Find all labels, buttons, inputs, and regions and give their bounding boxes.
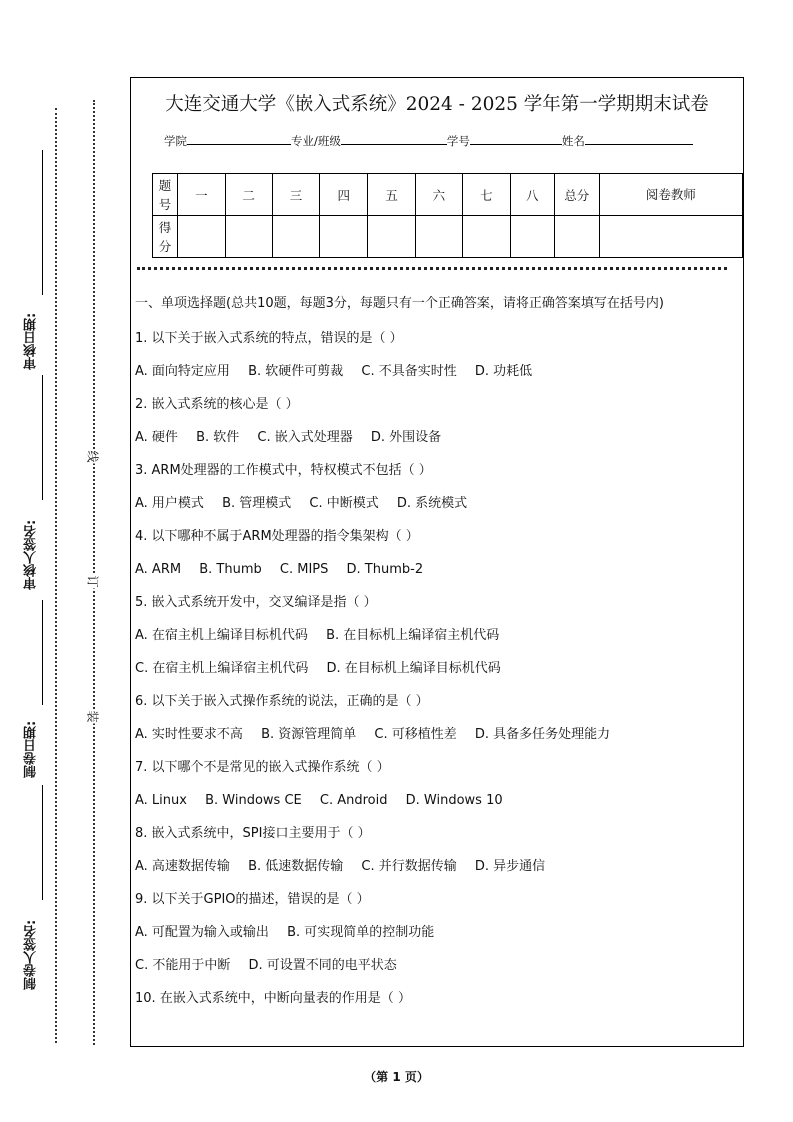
question-2: 2. 嵌入式系统的核心是（ ）: [135, 397, 299, 412]
question-7: 7. 以下哪个不是常见的嵌入式操作系统（ ）: [135, 760, 390, 775]
option: A. 面向特定应用: [135, 364, 230, 379]
options-row: [135, 421, 741, 454]
compiler-signature-label: 制卷人签名:: [24, 919, 39, 990]
question-3: 3. ARM处理器的工作模式中，特权模式不包括（ ）: [135, 463, 432, 478]
student-id-field[interactable]: [470, 132, 562, 145]
score-cell[interactable]: [510, 216, 554, 258]
option: D. 可设置不同的电平状态: [248, 958, 397, 973]
option: D. 具备多任务处理能力: [474, 727, 611, 742]
option: B. 软硬件可剪裁: [248, 364, 344, 379]
binding-mark-line: 线: [85, 450, 100, 463]
option: A. 实时性要求不高: [135, 727, 243, 742]
option: D. 功耗低: [474, 364, 533, 379]
review-date-label: 审核日期:: [24, 312, 39, 370]
option: A. Linux: [135, 793, 187, 808]
option: B. 软件: [196, 430, 240, 445]
question-9: 9. 以下关于GPIO的描述，错误的是（ ）: [135, 892, 370, 907]
score-cell[interactable]: [599, 216, 742, 258]
score-cell[interactable]: [177, 216, 225, 258]
options-row: [135, 718, 741, 751]
col-total: 总分: [554, 174, 599, 216]
student-id-label: 学号: [446, 134, 470, 148]
binding-mark-staple: 订: [85, 575, 100, 588]
score-cell[interactable]: [415, 216, 462, 258]
page-number: （第 1 页）: [364, 1070, 429, 1084]
college-field[interactable]: [187, 132, 291, 145]
option: C. 嵌入式处理器: [257, 430, 353, 445]
option: A. 高速数据传输: [135, 859, 230, 874]
score-cell[interactable]: [462, 216, 510, 258]
option: C. Android: [319, 793, 388, 808]
margin-dotted-line-inner: [93, 100, 95, 1045]
option: A. 在宿主机上编译目标机代码: [135, 628, 308, 643]
col-grader: 阅卷教师: [599, 174, 742, 216]
option: C. 中断模式: [309, 496, 379, 511]
option: A. 用户模式: [135, 496, 204, 511]
question-number-label: 题号: [153, 174, 178, 216]
options-row: [135, 652, 741, 685]
question-10: 10. 在嵌入式系统中，中断向量表的作用是（ ）: [135, 991, 411, 1006]
section-heading: 一、单项选择题(总共10题，每题3分，每题只有一个正确答案，请将正确答案填写在括号内): [135, 296, 664, 311]
student-info-row: [164, 132, 693, 149]
option: B. Windows CE: [205, 793, 302, 808]
option: D. 异步通信: [474, 859, 546, 874]
reviewer-signature-line: [42, 375, 43, 500]
col-7: 七: [462, 174, 510, 216]
option: C. 可移植性差: [374, 727, 457, 742]
option: B. 在目标机上编译宿主机代码: [326, 628, 500, 643]
score-table: [152, 173, 743, 258]
score-cell[interactable]: [320, 216, 368, 258]
option: B. 管理模式: [222, 496, 292, 511]
col-3: 三: [272, 174, 320, 216]
options-row: [135, 850, 741, 883]
score-label: 得分: [153, 216, 178, 258]
options-row: [135, 619, 741, 652]
score-cell[interactable]: [554, 216, 599, 258]
option: A. 硬件: [135, 430, 178, 445]
question-4: 4. 以下哪种不属于ARM处理器的指令集架构（ ）: [135, 529, 419, 544]
score-cell[interactable]: [225, 216, 272, 258]
col-5: 五: [368, 174, 416, 216]
score-cell[interactable]: [368, 216, 416, 258]
col-1: 一: [177, 174, 225, 216]
options-row: [135, 949, 741, 982]
question-section: [135, 292, 741, 1015]
option: D. Thumb-2: [346, 562, 424, 577]
option: D. Windows 10: [405, 793, 503, 808]
binding-mark-bind: 装: [85, 710, 100, 723]
option: A. 可配置为输入或输出: [135, 925, 269, 940]
options-row: [135, 784, 741, 817]
option: B. 可实现简单的控制功能: [287, 925, 435, 940]
score-table-header-row: [153, 174, 743, 216]
option: C. 不具备实时性: [361, 364, 457, 379]
question-6: 6. 以下关于嵌入式操作系统的说法，正确的是（ ）: [135, 694, 429, 709]
question-8: 8. 嵌入式系统中，SPI接口主要用于（ ）: [135, 826, 371, 841]
options-row: [135, 916, 741, 949]
major-class-label: 专业/班级: [291, 134, 341, 148]
name-field[interactable]: [585, 132, 693, 145]
name-label: 姓名: [561, 134, 585, 148]
option: D. 外围设备: [370, 430, 442, 445]
review-date-line: [42, 150, 43, 295]
reviewer-signature-label: 审核人签名:: [24, 519, 39, 590]
options-row: [135, 553, 741, 586]
compile-date-line: [42, 600, 43, 705]
exam-frame: [130, 77, 744, 1047]
option: A. ARM: [135, 562, 182, 577]
score-cell[interactable]: [272, 216, 320, 258]
options-row: [135, 355, 741, 388]
question-5: 5. 嵌入式系统开发中，交叉编译是指（ ）: [135, 595, 377, 610]
option: C. 不能用于中断: [135, 958, 231, 973]
score-table-score-row: [153, 216, 743, 258]
compiler-signature-line: [42, 785, 43, 900]
col-8: 八: [510, 174, 554, 216]
col-6: 六: [415, 174, 462, 216]
college-label: 学院: [164, 134, 187, 148]
col-4: 四: [320, 174, 368, 216]
exam-title: 大连交通大学《嵌入式系统》2024 - 2025 学年第一学期期末试卷: [165, 94, 709, 115]
col-2: 二: [225, 174, 272, 216]
option: C. 在宿主机上编译宿主机代码: [135, 661, 309, 676]
header-separator: [137, 267, 727, 270]
option: C. MIPS: [279, 562, 329, 577]
option: B. Thumb: [199, 562, 262, 577]
question-1: 1. 以下关于嵌入式系统的特点，错误的是（ ）: [135, 331, 403, 346]
option: B. 资源管理简单: [261, 727, 357, 742]
option: C. 并行数据传输: [361, 859, 457, 874]
options-row: [135, 487, 741, 520]
option: B. 低速数据传输: [248, 859, 344, 874]
option: D. 系统模式: [396, 496, 468, 511]
margin-dotted-line-outer: [55, 108, 57, 1043]
major-class-field[interactable]: [341, 132, 447, 145]
option: D. 在目标机上编译目标机代码: [326, 661, 501, 676]
compile-date-label: 制卷日期:: [24, 720, 39, 778]
